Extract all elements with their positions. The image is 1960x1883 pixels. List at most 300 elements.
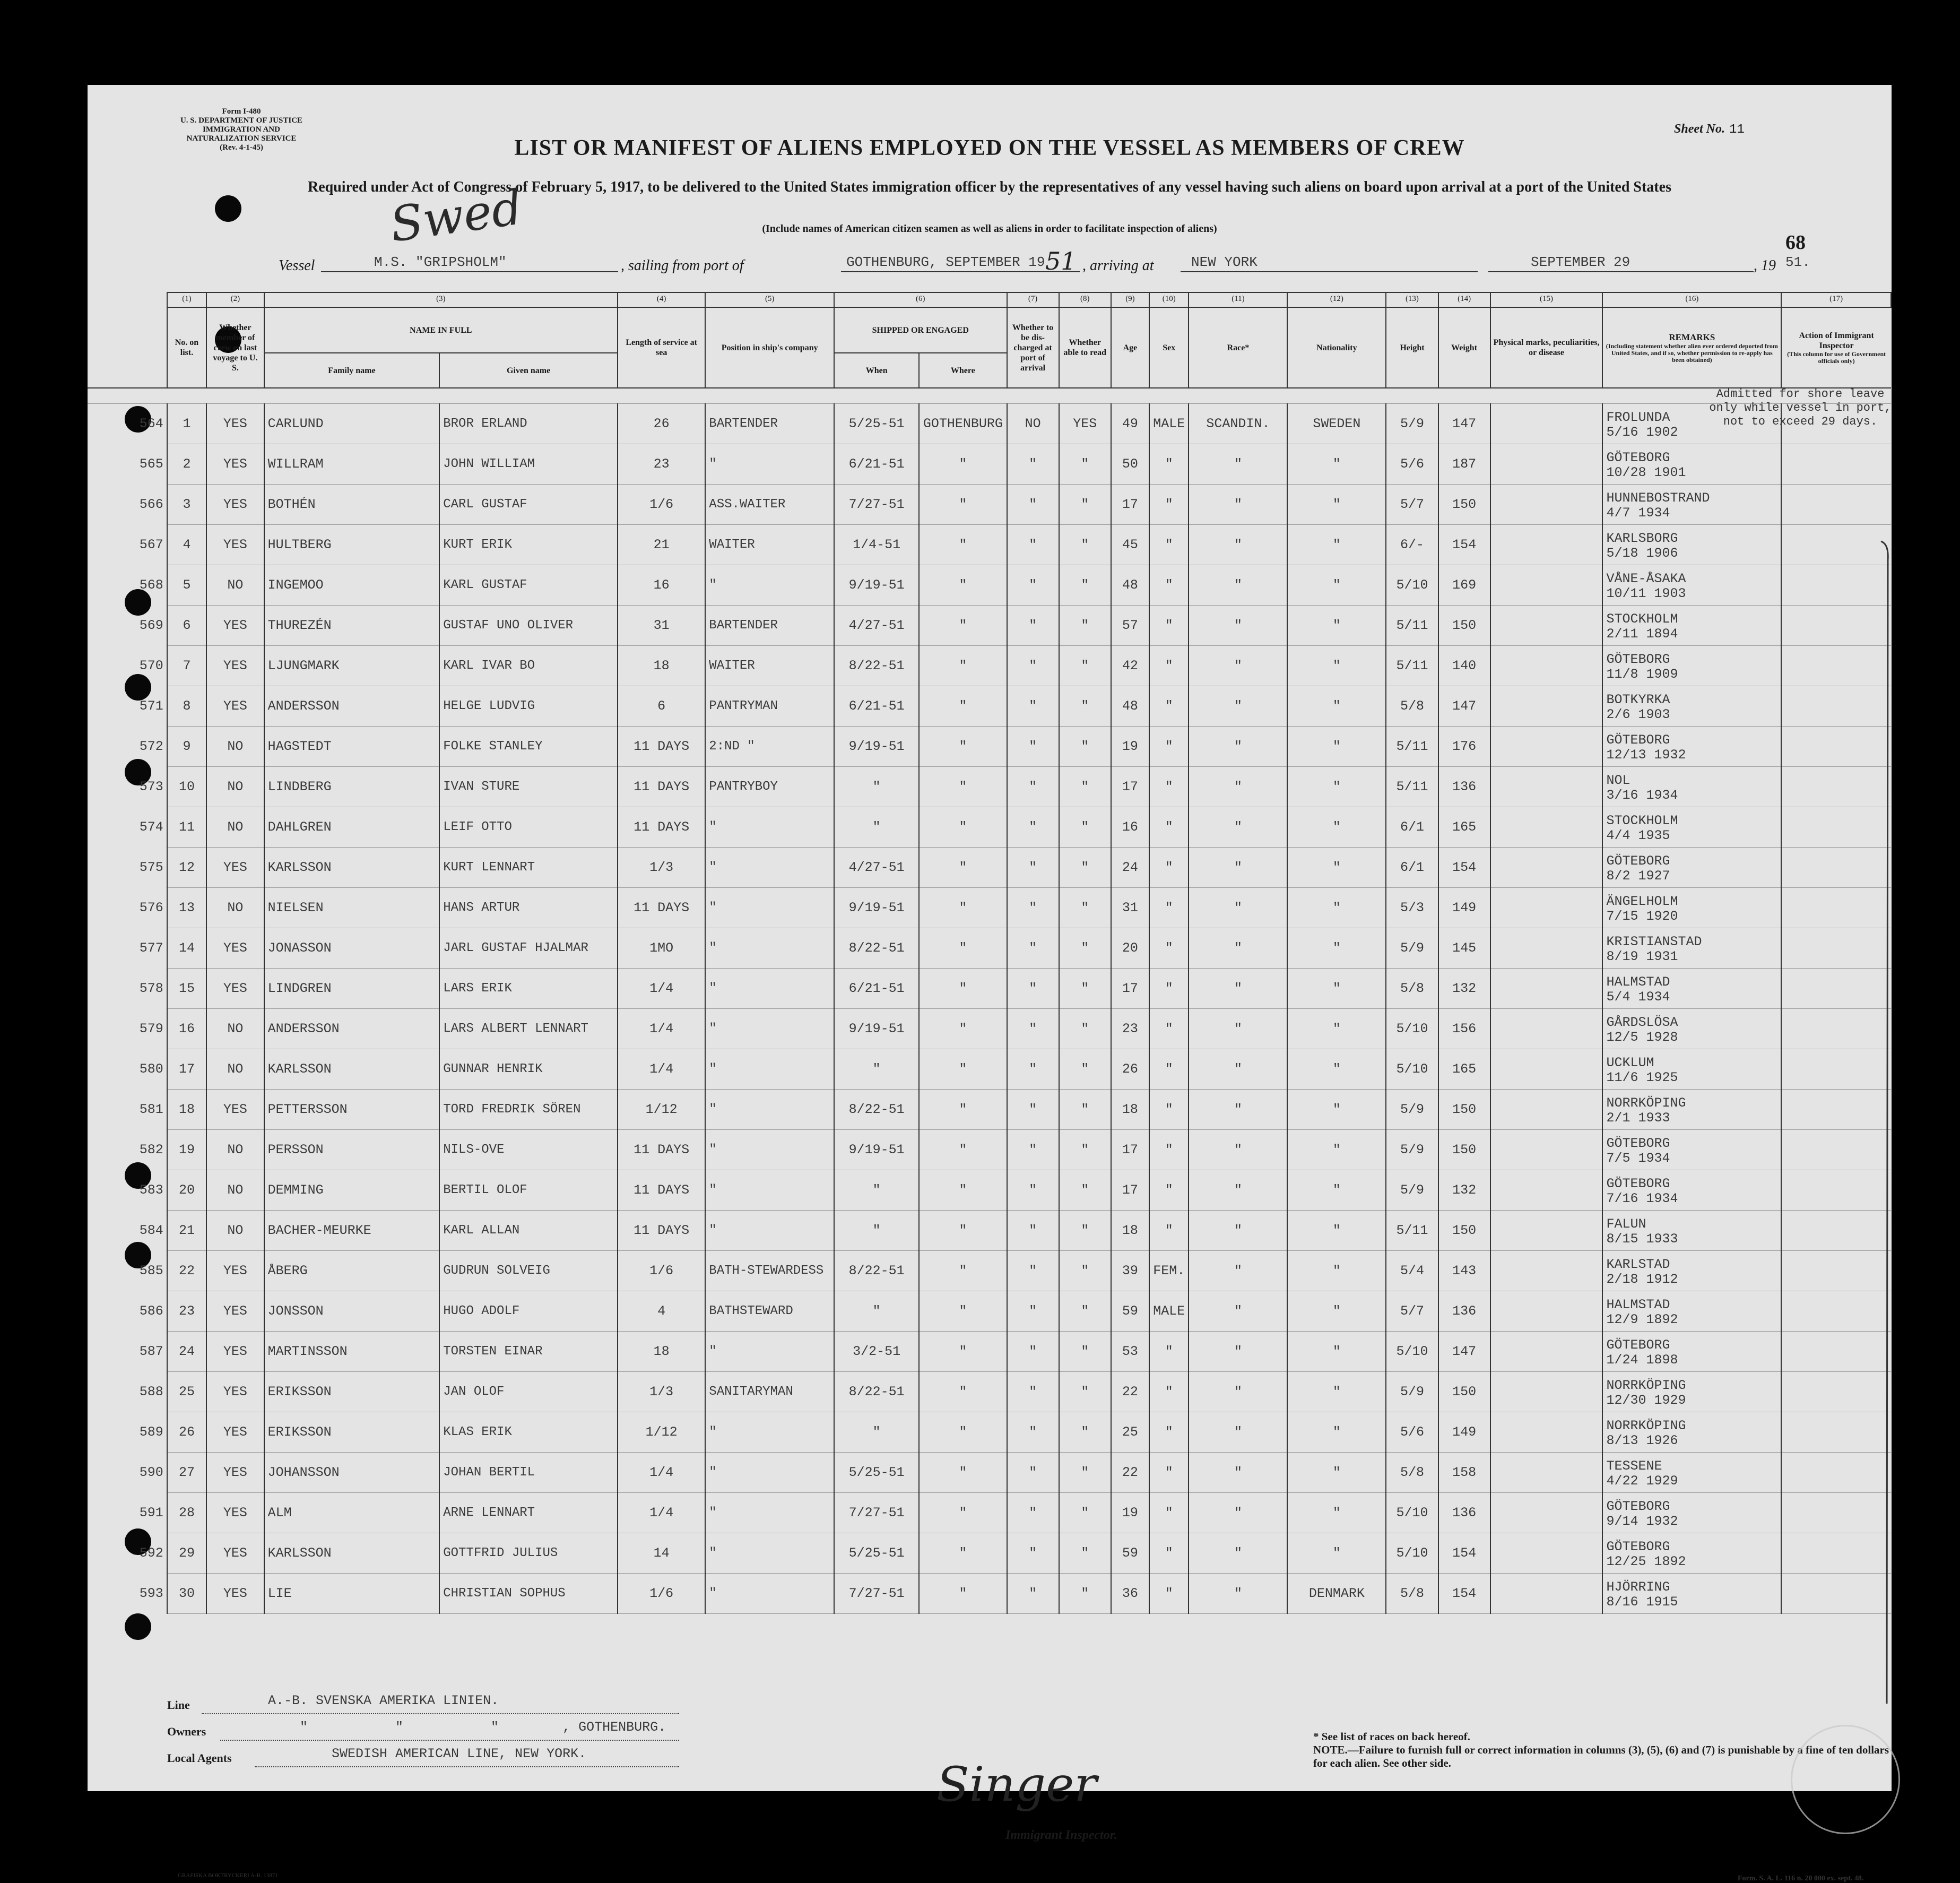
cell-read: " [1059, 1090, 1111, 1130]
cell-race: " [1189, 928, 1287, 969]
cell-sex: MALE [1149, 404, 1189, 444]
cell-length: 1MO [618, 928, 705, 969]
cell-physical-marks [1490, 444, 1603, 485]
cell-nat: " [1287, 928, 1386, 969]
cell-remarks [1602, 1412, 1781, 1453]
cell-when: 6/21-51 [834, 686, 919, 727]
cell-family: MARTINSSON [264, 1332, 440, 1372]
cell-read: " [1059, 1251, 1111, 1291]
cell-read: " [1059, 485, 1111, 525]
cell-given: IVAN STURE [439, 767, 618, 807]
cell-no: 24 [167, 1332, 206, 1372]
cell-nat: " [1287, 969, 1386, 1009]
header-physical-marks: Physical marks, peculiarities, or disease [1490, 307, 1603, 388]
cell-member: NO [206, 727, 264, 767]
cell-action [1781, 1251, 1891, 1291]
cell-given: KARL ALLAN [439, 1211, 618, 1251]
cell-nat: " [1287, 606, 1386, 646]
cell-no: 29 [167, 1533, 206, 1574]
table-row [88, 848, 1891, 888]
cell-remarks [1602, 1211, 1781, 1251]
cell-where: " [919, 848, 1007, 888]
col-num: (13) [1386, 292, 1438, 307]
cell-no: 17 [167, 1049, 206, 1090]
cell-disch: " [1007, 1251, 1059, 1291]
cell-sex: " [1149, 646, 1189, 686]
header-given-name: Given name [439, 353, 618, 388]
cell-weight: 140 [1438, 646, 1490, 686]
cell-length: 6 [618, 686, 705, 727]
cell-sex: " [1149, 525, 1189, 565]
table-row [88, 727, 1891, 767]
cell-sex: " [1149, 1412, 1189, 1453]
cell-member: YES [206, 1493, 264, 1533]
cell-nat: " [1287, 767, 1386, 807]
birthdate: 8/19 1931 [1606, 948, 1678, 964]
cell-family: INGEMOO [264, 565, 440, 606]
birthdate: 8/2 1927 [1606, 868, 1670, 884]
cell-no: 20 [167, 1170, 206, 1211]
cell-physical-marks [1490, 1170, 1603, 1211]
birthplace: FALUN [1606, 1216, 1646, 1232]
cell-nat: " [1287, 1493, 1386, 1533]
table-row [88, 1574, 1891, 1614]
col-num: (9) [1111, 292, 1149, 307]
cell-sex: " [1149, 1170, 1189, 1211]
form-print-number: Form. S. A. L. 116 n. 20 000 ex. sept. 48. [1738, 1875, 1864, 1882]
cell-disch: " [1007, 1533, 1059, 1574]
cell-remarks [1602, 525, 1781, 565]
table-row [88, 1009, 1891, 1049]
birthplace: NORRKÖPING [1606, 1418, 1686, 1433]
cell-given: NILS-OVE [439, 1130, 618, 1170]
birthplace: KRISTIANSTAD [1606, 934, 1702, 949]
cell-age: 24 [1111, 848, 1149, 888]
cell-disch: " [1007, 1372, 1059, 1412]
cell-length: 1/6 [618, 1574, 705, 1614]
cell-position: " [705, 807, 834, 848]
birthplace: NORRKÖPING [1606, 1095, 1686, 1111]
birthplace: FROLUNDA [1606, 409, 1670, 425]
cell-weight: 150 [1438, 1372, 1490, 1412]
crew-manifest-table [88, 292, 1892, 1614]
birthdate: 5/4 1934 [1606, 989, 1670, 1005]
cell-family: WILLRAM [264, 444, 440, 485]
cell-read: " [1059, 1009, 1111, 1049]
cell-disch: " [1007, 1493, 1059, 1533]
cell-family: PETTERSSON [264, 1090, 440, 1130]
cell-nat: " [1287, 1453, 1386, 1493]
remarks-subtitle: (Including statement whether alien ever ordered deported from United States, and if so, whether permission to re-apply has been obtained) [1606, 342, 1778, 364]
handwritten-annotation: Swed [386, 179, 526, 253]
cell-height: 6/1 [1386, 848, 1438, 888]
inspector-signature: Singer [936, 1757, 1097, 1812]
table-row [88, 1533, 1891, 1574]
cell-position: " [705, 565, 834, 606]
cell-action [1781, 1049, 1891, 1090]
header-height: Height [1386, 307, 1438, 388]
cell-when: 9/19-51 [834, 1130, 919, 1170]
cell-disch: " [1007, 444, 1059, 485]
cell-sex: " [1149, 1049, 1189, 1090]
cell-position: SANITARYMAN [705, 1372, 834, 1412]
cell-physical-marks [1490, 686, 1603, 727]
cell-position: 2:ND " [705, 727, 834, 767]
cell-physical-marks [1490, 485, 1603, 525]
cell-where: " [919, 485, 1007, 525]
cell-given: JOHAN BERTIL [439, 1453, 618, 1493]
cell-family: CARLUND [264, 404, 440, 444]
birthplace: GÖTEBORG [1606, 651, 1670, 667]
cell-physical-marks [1490, 525, 1603, 565]
cell-given: JARL GUSTAF HJALMAR [439, 928, 618, 969]
cell-action [1781, 1453, 1891, 1493]
cell-given: FOLKE STANLEY [439, 727, 618, 767]
cell-given: JAN OLOF [439, 1372, 618, 1412]
cell-sex: " [1149, 1211, 1189, 1251]
cell-read: " [1059, 1493, 1111, 1533]
birthdate: 7/15 1920 [1606, 908, 1678, 924]
cell-sex: " [1149, 1453, 1189, 1493]
cell-physical-marks [1490, 767, 1603, 807]
cell-race: " [1189, 1453, 1287, 1493]
cell-read: " [1059, 727, 1111, 767]
birthdate: 5/16 1902 [1606, 424, 1678, 440]
cell-length: 16 [618, 565, 705, 606]
cell-given: JOHN WILLIAM [439, 444, 618, 485]
cell-position: BARTENDER [705, 606, 834, 646]
cell-member: YES [206, 1453, 264, 1493]
serial-number: 565 [88, 444, 167, 485]
cell-remarks [1602, 727, 1781, 767]
cell-sex: " [1149, 1574, 1189, 1614]
cell-length: 1/12 [618, 1090, 705, 1130]
birthdate: 5/18 1906 [1606, 545, 1678, 561]
cell-weight: 169 [1438, 565, 1490, 606]
cell-length: 1/4 [618, 1049, 705, 1090]
cell-when: " [834, 1412, 919, 1453]
cell-disch: " [1007, 1574, 1059, 1614]
cell-age: 59 [1111, 1533, 1149, 1574]
cell-position: " [705, 1412, 834, 1453]
cell-no: 7 [167, 646, 206, 686]
table-row [88, 686, 1891, 727]
header-length-service: Length of service at sea [618, 307, 705, 388]
cell-height: 5/3 [1386, 888, 1438, 928]
cell-member: YES [206, 404, 264, 444]
cell-where: " [919, 969, 1007, 1009]
serial-number: 572 [88, 727, 167, 767]
cell-when: 8/22-51 [834, 646, 919, 686]
cell-member: NO [206, 888, 264, 928]
cell-read: " [1059, 1211, 1111, 1251]
cell-height: 5/8 [1386, 1453, 1438, 1493]
agents-label: Local Agents [167, 1751, 232, 1765]
cell-remarks [1602, 646, 1781, 686]
cell-read: " [1059, 767, 1111, 807]
header-when: When [834, 353, 919, 388]
birthplace: STOCKHOLM [1606, 813, 1678, 828]
sheet-value: 11 [1729, 123, 1745, 137]
cell-no: 26 [167, 1412, 206, 1453]
cell-nat: " [1287, 1170, 1386, 1211]
serial-number: 585 [88, 1251, 167, 1291]
cell-given: TORD FREDRIK SÖREN [439, 1090, 618, 1130]
birthdate: 7/5 1934 [1606, 1150, 1670, 1166]
serial-number: 586 [88, 1291, 167, 1332]
cell-when: 3/2-51 [834, 1332, 919, 1372]
cell-member: YES [206, 1412, 264, 1453]
cell-height: 5/11 [1386, 606, 1438, 646]
birthplace: UCKLUM [1606, 1055, 1654, 1070]
table-row [88, 1049, 1891, 1090]
cell-action [1781, 1533, 1891, 1574]
cell-race: " [1189, 1130, 1287, 1170]
table-row [88, 1130, 1891, 1170]
cell-family: ERIKSSON [264, 1412, 440, 1453]
cell-member: NO [206, 1049, 264, 1090]
cell-length: 1/4 [618, 1009, 705, 1049]
cell-action [1781, 686, 1891, 727]
cell-weight: 150 [1438, 1130, 1490, 1170]
cell-weight: 149 [1438, 888, 1490, 928]
birthplace: GÅRDSLÖSA [1606, 1014, 1678, 1030]
cell-length: 1/4 [618, 1453, 705, 1493]
cell-weight: 143 [1438, 1251, 1490, 1291]
cell-height: 5/10 [1386, 1332, 1438, 1372]
birthplace: GÖTEBORG [1606, 853, 1670, 869]
birthplace: BOTKYRKA [1606, 692, 1670, 707]
cell-remarks [1602, 686, 1781, 727]
cell-family: ALM [264, 1493, 440, 1533]
cell-given: HELGE LUDVIG [439, 686, 618, 727]
cell-read: " [1059, 444, 1111, 485]
col-num: (14) [1438, 292, 1490, 307]
cell-weight: 154 [1438, 848, 1490, 888]
cell-physical-marks [1490, 1493, 1603, 1533]
cell-height: 5/9 [1386, 1130, 1438, 1170]
cell-family: LJUNGMARK [264, 646, 440, 686]
cell-read: YES [1059, 404, 1111, 444]
cell-physical-marks [1490, 1372, 1603, 1412]
cell-where: " [919, 1533, 1007, 1574]
birthplace: HJÖRRING [1606, 1579, 1670, 1595]
cell-action [1781, 969, 1891, 1009]
cell-action [1781, 646, 1891, 686]
birthplace: KARLSBORG [1606, 530, 1678, 546]
cell-where: " [919, 565, 1007, 606]
cell-when: 8/22-51 [834, 928, 919, 969]
header-where: Where [919, 353, 1007, 388]
cell-nat: " [1287, 444, 1386, 485]
cell-age: 39 [1111, 1251, 1149, 1291]
cell-age: 22 [1111, 1453, 1149, 1493]
cell-position: " [705, 1090, 834, 1130]
penalty-note: NOTE.—Failure to furnish full or correct information in columns (3), (5), (6) and (7) is punishable by a fine of ten dollars for each alien. See other side. [1313, 1743, 1889, 1769]
cell-remarks [1602, 565, 1781, 606]
cell-weight: 187 [1438, 444, 1490, 485]
cell-where: " [919, 888, 1007, 928]
cell-disch: " [1007, 1049, 1059, 1090]
cell-where: " [919, 1090, 1007, 1130]
cell-remarks [1602, 1291, 1781, 1332]
cell-height: 5/11 [1386, 767, 1438, 807]
cell-disch: " [1007, 525, 1059, 565]
cell-length: 11 DAYS [618, 807, 705, 848]
birthplace: GÖTEBORG [1606, 450, 1670, 465]
header-action [1781, 307, 1891, 388]
cell-race: " [1189, 888, 1287, 928]
cell-age: 59 [1111, 1291, 1149, 1332]
cell-length: 14 [618, 1533, 705, 1574]
cell-disch: " [1007, 1291, 1059, 1332]
cell-race: " [1189, 1251, 1287, 1291]
cell-height: 5/9 [1386, 1170, 1438, 1211]
cell-age: 17 [1111, 1130, 1149, 1170]
table-row [88, 1493, 1891, 1533]
header-discharged: Whether to be dis-charged at port of arrival [1007, 307, 1059, 388]
cell-height: 5/9 [1386, 1090, 1438, 1130]
table-row [88, 1090, 1891, 1130]
table-row [88, 767, 1891, 807]
form-number: Form I-480 [222, 107, 261, 116]
cell-physical-marks [1490, 1251, 1603, 1291]
serial-number: 580 [88, 1049, 167, 1090]
vessel-label: Vessel [279, 257, 315, 274]
cell-position: " [705, 1533, 834, 1574]
cell-disch: NO [1007, 404, 1059, 444]
cell-race: " [1189, 1533, 1287, 1574]
cell-action [1781, 565, 1891, 606]
cell-weight: 136 [1438, 1493, 1490, 1533]
cell-disch: " [1007, 1170, 1059, 1211]
cell-when: 9/19-51 [834, 888, 919, 928]
owners-label: Owners [167, 1725, 206, 1738]
cell-race: " [1189, 969, 1287, 1009]
birthdate: 12/25 1892 [1606, 1553, 1686, 1569]
cell-age: 36 [1111, 1574, 1149, 1614]
cell-where: " [919, 1332, 1007, 1372]
table-row [88, 969, 1891, 1009]
cell-weight: 150 [1438, 1090, 1490, 1130]
inspector-label: Immigrant Inspector. [1005, 1828, 1117, 1842]
header-name-in-full: NAME IN FULL [264, 307, 618, 353]
cell-family: BACHER-MEURKE [264, 1211, 440, 1251]
cell-remarks [1602, 1574, 1781, 1614]
inspector-bracket-mark [1878, 539, 1894, 1709]
cell-where: " [919, 686, 1007, 727]
cell-physical-marks [1490, 1211, 1603, 1251]
cell-action [1781, 928, 1891, 969]
serial-number: 578 [88, 969, 167, 1009]
cell-when: " [834, 1170, 919, 1211]
cell-when: 1/4-51 [834, 525, 919, 565]
birthdate: 1/24 1898 [1606, 1352, 1678, 1368]
cell-given: GUNNAR HENRIK [439, 1049, 618, 1090]
cell-position: " [705, 1574, 834, 1614]
cell-nat: " [1287, 1332, 1386, 1372]
cell-height: 6/- [1386, 525, 1438, 565]
cell-no: 18 [167, 1090, 206, 1130]
cell-height: 5/10 [1386, 1009, 1438, 1049]
cell-physical-marks [1490, 807, 1603, 848]
serial-number: 579 [88, 1009, 167, 1049]
cell-race: " [1189, 1574, 1287, 1614]
cell-no: 23 [167, 1291, 206, 1332]
cell-height: 5/10 [1386, 1493, 1438, 1533]
cell-read: " [1059, 1453, 1111, 1493]
cell-action [1781, 1170, 1891, 1211]
col-num: (5) [705, 292, 834, 307]
cell-remarks [1602, 928, 1781, 969]
cell-given: LARS ALBERT LENNART [439, 1009, 618, 1049]
cell-race: " [1189, 565, 1287, 606]
cell-given: HANS ARTUR [439, 888, 618, 928]
birthdate: 2/11 1894 [1606, 626, 1678, 642]
cell-physical-marks [1490, 848, 1603, 888]
cell-height: 5/6 [1386, 444, 1438, 485]
table-row [88, 928, 1891, 969]
cell-member: NO [206, 767, 264, 807]
cell-height: 5/7 [1386, 1291, 1438, 1332]
cell-disch: " [1007, 928, 1059, 969]
cell-nat: " [1287, 1090, 1386, 1130]
cell-height: 5/8 [1386, 1574, 1438, 1614]
cell-no: 8 [167, 686, 206, 727]
birthplace: HALMSTAD [1606, 974, 1670, 990]
table-row [88, 1251, 1891, 1291]
header-weight: Weight [1438, 307, 1490, 388]
cell-weight: 132 [1438, 1170, 1490, 1211]
cell-height: 5/6 [1386, 1412, 1438, 1453]
handwritten-year: 51 [1045, 247, 1077, 275]
cell-where: " [919, 1412, 1007, 1453]
cell-physical-marks [1490, 565, 1603, 606]
cell-family: JONASSON [264, 928, 440, 969]
cell-age: 17 [1111, 485, 1149, 525]
remarks-title: REMARKS [1669, 332, 1715, 342]
cell-position: BATH-STEWARDESS [705, 1251, 834, 1291]
cell-given: GUDRUN SOLVEIG [439, 1251, 618, 1291]
cell-where: " [919, 1372, 1007, 1412]
cell-action [1781, 727, 1891, 767]
sailing-label: , sailing from port of [621, 257, 744, 274]
cell-remarks [1602, 1453, 1781, 1493]
cell-position: PANTRYMAN [705, 686, 834, 727]
cell-weight: 147 [1438, 1332, 1490, 1372]
action-title: Action of Immigrant Inspector [1799, 331, 1874, 350]
cell-remarks [1602, 485, 1781, 525]
cell-no: 10 [167, 767, 206, 807]
cell-race: " [1189, 686, 1287, 727]
col-num: (11) [1189, 292, 1287, 307]
cell-disch: " [1007, 767, 1059, 807]
cell-disch: " [1007, 1453, 1059, 1493]
serial-number: 587 [88, 1332, 167, 1372]
cell-given: KARL IVAR BO [439, 646, 618, 686]
col-num: (16) [1602, 292, 1781, 307]
birthplace: GÖTEBORG [1606, 1176, 1670, 1191]
cell-physical-marks [1490, 1291, 1603, 1332]
cell-action [1781, 1211, 1891, 1251]
cell-age: 19 [1111, 727, 1149, 767]
sailing-port: GOTHENBURG, SEPTEMBER 19 [846, 254, 1045, 270]
cell-position: ASS.WAITER [705, 485, 834, 525]
cell-given: KARL GUSTAF [439, 565, 618, 606]
cell-member: YES [206, 848, 264, 888]
cell-race: " [1189, 444, 1287, 485]
cell-member: NO [206, 1211, 264, 1251]
